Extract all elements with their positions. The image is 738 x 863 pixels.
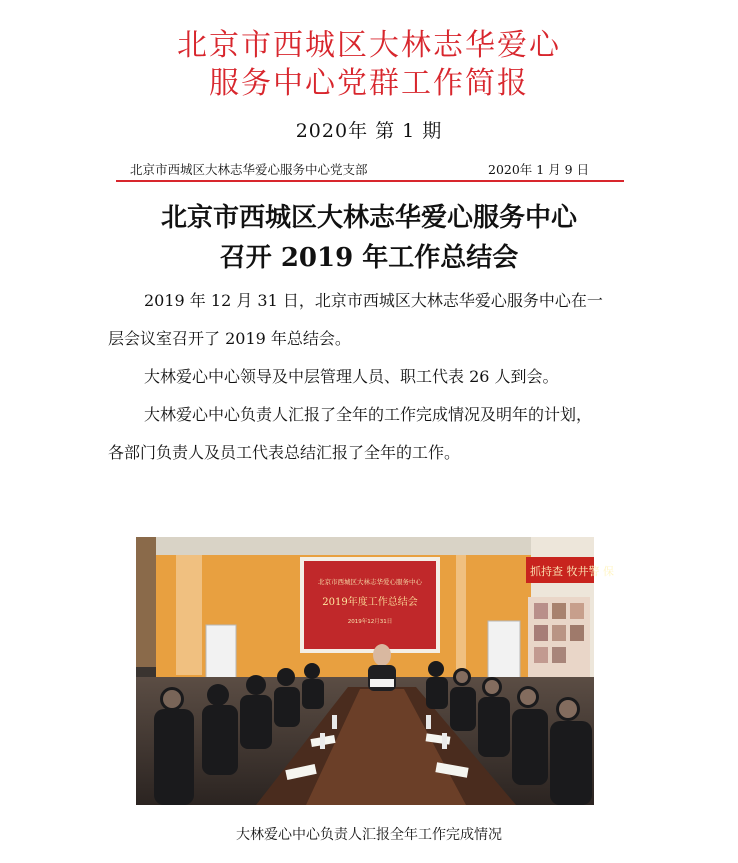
- photo-caption: 大林爱心中心负责人汇报全年工作完成情况: [236, 827, 502, 843]
- screen-org-text: 北京市西城区大林志华爱心服务中心: [318, 578, 422, 586]
- issue-date: 2020年 1 月 9 日: [488, 162, 590, 177]
- issue-number: 2020年 第 1 期: [295, 120, 443, 142]
- paragraph-1-line-2: 层会议室召开了 2019 年总结会。: [108, 329, 351, 348]
- meeting-photo: [136, 537, 614, 805]
- paragraph-1-line-1: 2019 年 12 月 31 日，北京市西城区大林志华爱心服务中心在一: [144, 291, 603, 310]
- paragraph-3-line-2: 各部门负责人及员工代表总结汇报了全年的工作。: [108, 443, 461, 462]
- article-title-line-2: 召开 2019 年工作总结会: [219, 243, 519, 273]
- article-title-line-1: 北京市西城区大林志华爱心服务中心: [160, 203, 577, 233]
- meeting-photo-illustration: [136, 537, 614, 805]
- issuing-organization: 北京市西城区大林志华爱心服务中心党支部: [130, 162, 368, 177]
- masthead-line-1: 北京市西城区大林志华爱心: [177, 28, 561, 63]
- screen-date-text: 2019年12月31日: [347, 619, 393, 625]
- wall-banner-text: 抓持查 牧井警 保: [530, 565, 614, 578]
- screen-title-text: 2019年度工作总结会: [322, 597, 418, 608]
- masthead-line-2: 服务中心党群工作简报: [209, 66, 529, 101]
- red-divider: [116, 180, 624, 182]
- paragraph-3-line-1: 大林爱心中心负责人汇报了全年的工作完成情况及明年的计划，: [144, 405, 593, 424]
- paragraph-2: 大林爱心中心领导及中层管理人员、职工代表 26 人到会。: [144, 367, 559, 386]
